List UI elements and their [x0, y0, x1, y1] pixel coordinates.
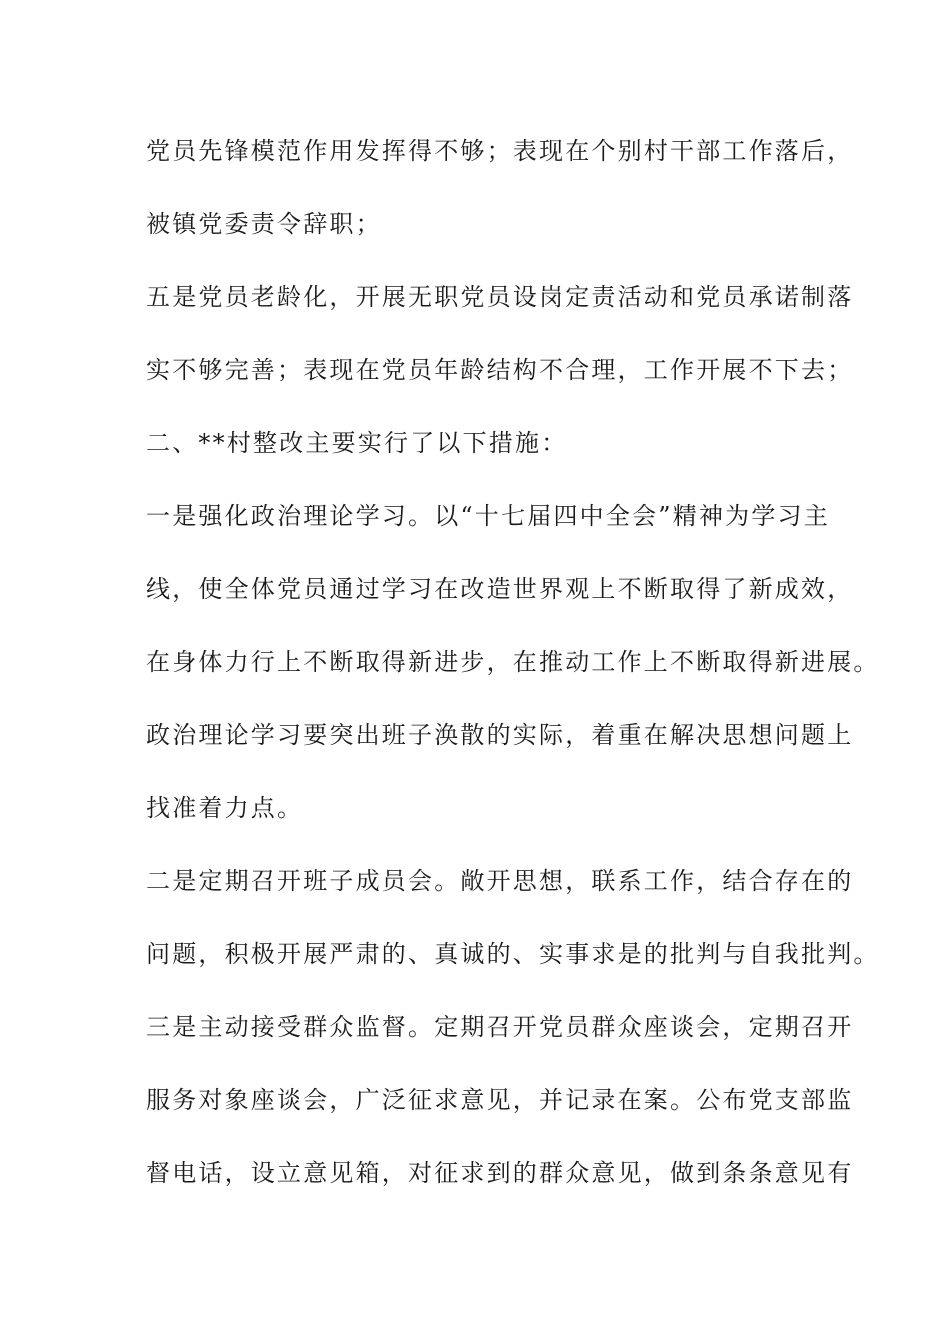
- section-heading: 二、**村整改主要实行了以下措施：: [146, 429, 568, 457]
- text-line: 五是党员老龄化，开展无职党员设岗定责活动和党员承诺制落: [146, 283, 854, 311]
- text-line: 一是强化政治理论学习。以“十七届四中全会”精神为学习主: [146, 502, 830, 530]
- text-line: 在身体力行上不断取得新进步，在推动工作上不断取得新进展。: [146, 648, 880, 676]
- text-line: 线，使全体党员通过学习在改造世界观上不断取得了新成效，: [146, 575, 854, 603]
- text-line: 被镇党委责令辞职；: [146, 210, 382, 238]
- text-line: 党员先锋模范作用发挥得不够；表现在个别村干部工作落后，: [146, 137, 854, 165]
- text-line: 三是主动接受群众监督。定期召开党员群众座谈会，定期召开: [146, 1013, 854, 1041]
- body-text: [146, 128, 880, 1223]
- text-line: 服务对象座谈会，广泛征求意见，并记录在案。公布党支部监: [146, 1086, 854, 1114]
- text-line: 找准着力点。: [146, 794, 304, 822]
- text-line: 督电话，设立意见箱，对征求到的群众意见，做到条条意见有: [146, 1159, 854, 1187]
- text-line: 二是定期召开班子成员会。敞开思想，联系工作，结合存在的: [146, 867, 854, 895]
- text-line: 政治理论学习要突出班子涣散的实际，着重在解决思想问题上: [146, 721, 854, 749]
- text-line: 问题，积极开展严肃的、真诚的、实事求是的批判与自我批判。: [146, 940, 880, 968]
- text-line: 实不够完善；表现在党员年龄结构不合理，工作开展不下去；: [146, 356, 854, 384]
